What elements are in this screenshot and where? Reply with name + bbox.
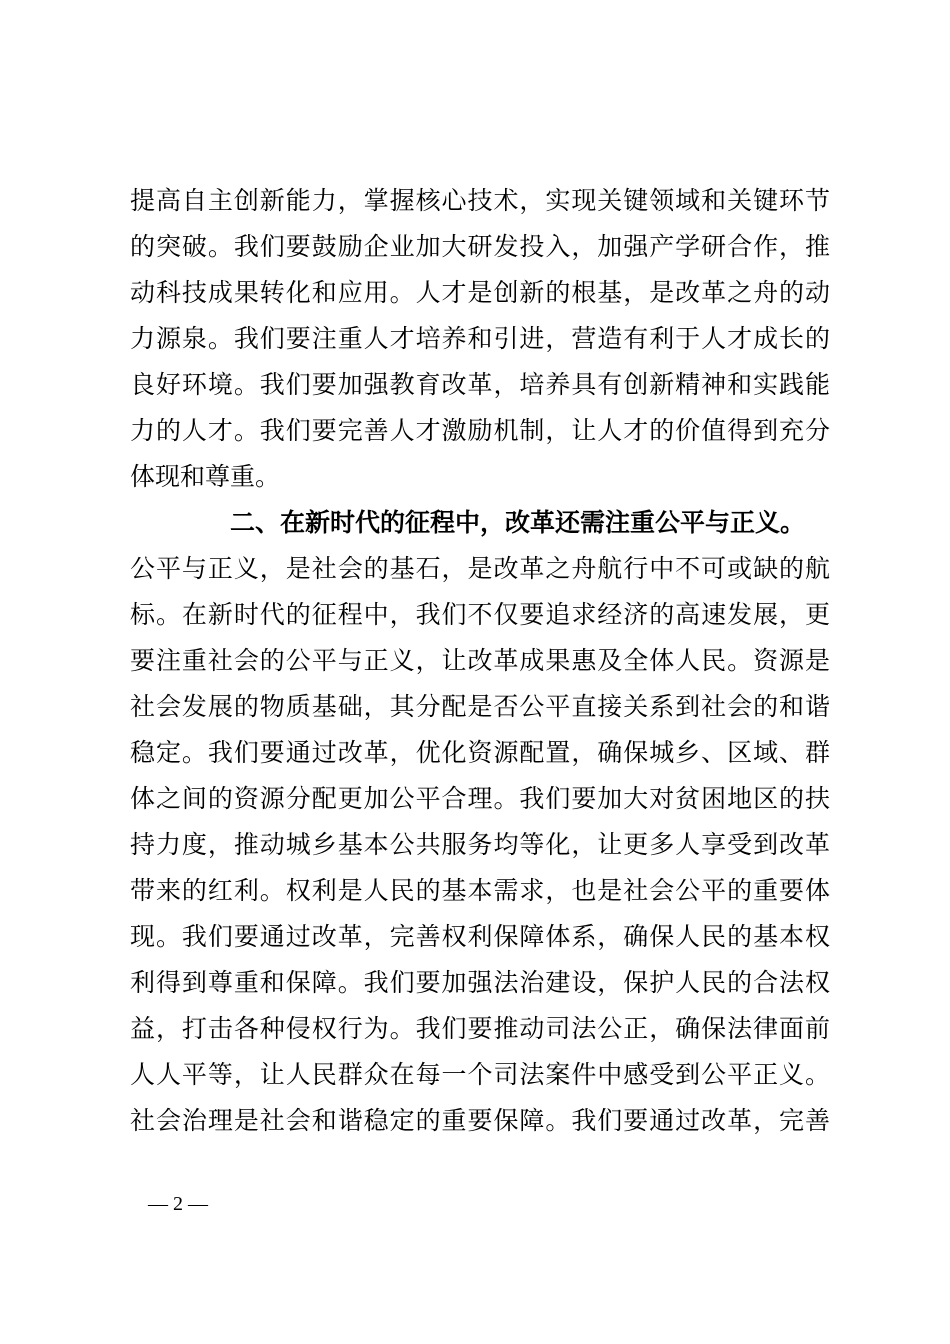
text-line: 社会发展的物质基础，其分配是否公平直接关系到社会的和谐: [130, 692, 830, 721]
text-line: 带来的红利。权利是人民的基本需求，也是社会公平的重要体: [130, 876, 830, 905]
text-line: 标。在新时代的征程中，我们不仅要追求经济的高速发展，更: [130, 600, 830, 629]
text-line: 益，打击各种侵权行为。我们要推动司法公正，确保法律面前: [130, 1014, 830, 1043]
text-line: 体之间的资源分配更加公平合理。我们要加大对贫困地区的扶: [130, 784, 830, 813]
text-line: 力源泉。我们要注重人才培养和引进，营造有利于人才成长的: [130, 324, 830, 353]
text-line: 体现和尊重。: [130, 462, 281, 491]
text-line: 动科技成果转化和应用。人才是创新的根基，是改革之舟的动: [130, 278, 830, 307]
text-line: 力的人才。我们要完善人才激励机制，让人才的价值得到充分: [130, 416, 830, 445]
text-line: 提高自主创新能力，掌握核心技术，实现关键领域和关键环节: [130, 186, 830, 215]
text-line: 人人平等，让人民群众在每一个司法案件中感受到公平正义。: [130, 1060, 830, 1089]
text-line: 良好环境。我们要加强教育改革，培养具有创新精神和实践能: [130, 370, 830, 399]
text-line: 持力度，推动城乡基本公共服务均等化，让更多人享受到改革: [130, 830, 830, 859]
section-heading: 二、在新时代的征程中，改革还需注重公平与正义。: [230, 508, 806, 537]
text-line: 利得到尊重和保障。我们要加强法治建设，保护人民的合法权: [130, 968, 830, 997]
text-line: 现。我们要通过改革，完善权利保障体系，确保人民的基本权: [130, 922, 830, 951]
page-number: — 2 —: [148, 1193, 208, 1215]
text-line: 的突破。我们要鼓励企业加大研发投入，加强产学研合作，推: [130, 232, 830, 261]
body-text: [130, 178, 830, 1144]
text-line: 社会治理是社会和谐稳定的重要保障。我们要通过改革，完善: [130, 1106, 830, 1135]
text-line: 稳定。我们要通过改革，优化资源配置，确保城乡、区域、群: [130, 738, 830, 767]
text-line: 公平与正义，是社会的基石，是改革之舟航行中不可或缺的航: [130, 554, 830, 583]
text-line: 要注重社会的公平与正义，让改革成果惠及全体人民。资源是: [130, 646, 830, 675]
